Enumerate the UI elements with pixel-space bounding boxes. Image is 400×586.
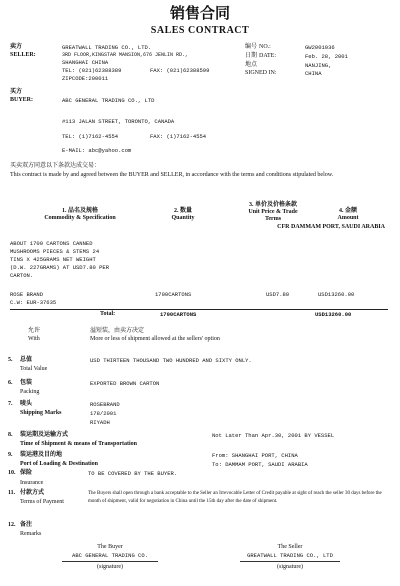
clause-7-label: Shipping Marks <box>20 410 62 416</box>
header-price-2: Terms <box>264 216 282 222</box>
header-amount-cn: 4. 金额 <box>338 208 357 214</box>
seller-address-2: SHANGHAI CHINA <box>62 59 109 66</box>
buyer-signature-line <box>62 561 158 562</box>
header-quantity-cn: 2. 数量 <box>173 208 192 214</box>
brand: ROSE BRAND <box>10 291 44 298</box>
clause-9-label-cn: 装运港及目的地 <box>20 452 63 458</box>
clause-12-label-cn: 备注 <box>20 522 33 528</box>
goods-line-3: TINS X 425GRAMS NET WEIGHT <box>10 256 96 263</box>
clause-7-num: 7. <box>8 401 13 407</box>
total-rule <box>10 309 388 310</box>
clause-5-num: 5. <box>8 357 13 363</box>
signed-place-1: NANJING, <box>305 62 332 69</box>
buyer-label-cn: 买方 <box>10 89 23 95</box>
title-cn: 销售合同 <box>169 6 230 22</box>
allow-label-cn: 允许 <box>28 328 41 334</box>
clause-11-label: Terms of Payment <box>20 499 64 505</box>
seller-signature: (signature) <box>277 564 303 570</box>
header-price-cn: 3. 单价及价格条款 <box>248 202 297 208</box>
clause-5-label-cn: 总值 <box>20 357 33 363</box>
signed-place-2: CHINA <box>305 70 322 77</box>
clause-7-value-3: RIYADH <box>90 419 110 426</box>
clause-5-label: Total Value <box>20 366 48 372</box>
amount-value: USD13260.00 <box>318 291 355 298</box>
clause-12-num: 12. <box>8 522 16 528</box>
buyer-label: BUYER: <box>10 97 34 103</box>
buyer-fax: FAX: (1)7162-4554 <box>150 133 207 140</box>
clause-11-num: 11. <box>8 490 16 496</box>
signed-label-cn: 地点 <box>245 62 258 68</box>
clause-8-value: Not Later Than Apr.30, 2001 BY VESSEL <box>212 432 335 439</box>
seller-signature-line <box>240 561 340 562</box>
header-quantity: Quantity <box>171 215 195 221</box>
clause-8-num: 8. <box>8 432 13 438</box>
clause-8-label-cn: 装运期及运输方式 <box>20 432 69 438</box>
allow-text: More or less of shipment allowed at the sellers' option <box>90 336 220 342</box>
contract-number: GW2001036 <box>305 44 335 51</box>
clause-10-label-cn: 保险 <box>20 470 33 476</box>
buyer-sign-label: The Buyer <box>97 544 123 550</box>
intro-en: This contract is made by and agreed between the BUYER and SELLER, in accordance with the terms and conditions stipulated below. <box>10 172 334 178</box>
header-amount: Amount <box>337 215 359 221</box>
allow-text-cn: 溢短装，由卖方决定 <box>90 328 145 334</box>
intro-cn: 买卖双方同意以下条款达成交易： <box>10 163 101 169</box>
clause-10-value: TO BE COVERED BY THE BUYER. <box>88 470 178 477</box>
goods-line-2: MUSHROOMS PIECES & STEMS 24 <box>10 248 100 255</box>
total-quantity: 1700CARTONS <box>160 311 197 318</box>
unit-price-value: USD7.80 <box>266 291 290 298</box>
signed-label: SIGNED IN: <box>245 70 277 76</box>
clause-9-label: Port of Loading & Destination <box>20 461 98 467</box>
header-commodity-cn: 1. 品名及规格 <box>61 208 98 214</box>
clause-6-num: 6. <box>8 380 13 386</box>
date-label: DATE: <box>259 53 276 59</box>
clause-9-value: From: SHANGHAI PORT, CHINA <box>212 452 298 459</box>
clause-8-label: Time of Shipment & means of Transportation <box>20 441 138 447</box>
clause-6-label-cn: 包装 <box>20 380 33 386</box>
seller-sign-name: GREATWALL TRADING CO., LTD <box>247 552 333 559</box>
clause-7-label-cn: 唛头 <box>20 401 33 407</box>
header-price-1: Unit Price & Trade <box>248 209 298 215</box>
quantity-value: 1700CARTONS <box>155 291 192 298</box>
clause-12-label: Remarks <box>20 531 42 537</box>
goods-line-5: CARTON. <box>10 272 34 279</box>
total-label: Total: <box>100 311 116 317</box>
date-label-cn: 日期 <box>245 53 258 59</box>
seller-tel: TEL: (021)62388389 <box>62 67 122 74</box>
buyer-email: E-MAIL: abc@yahoo.com <box>62 147 132 154</box>
seller-address-1: 3RD FLOOR,KINGSTAR MANSION,676 JENLIN RD., <box>62 52 189 58</box>
clause-6-value: EXPORTED BROWN CARTON <box>90 380 160 387</box>
buyer-sign-name: ABC GENERAL TRADING CO. <box>72 552 148 559</box>
clause-10-num: 10. <box>8 470 16 476</box>
clause-9-num: 9. <box>8 452 13 458</box>
clause-5-value: USD THIRTEEN THOUSAND TWO HUNDRED AND SIXTY ONLY. <box>90 357 252 364</box>
seller-name: GREATWALL TRADING CO., LTD. <box>62 44 152 51</box>
total-amount: USD13260.00 <box>315 311 352 318</box>
clause-7-value-2: 178/2001 <box>90 410 117 417</box>
no-label: NO.: <box>259 44 271 50</box>
seller-fax: FAX: (021)62388599 <box>150 67 210 74</box>
no-label-cn: 编号 <box>245 44 258 50</box>
seller-label-cn: 卖方 <box>10 44 23 50</box>
buyer-name: ABC GENERAL TRADING CO., LTD <box>62 97 155 104</box>
clause-9-value-2: To: DAMMAM PORT, SAUDI ARABIA <box>212 461 308 468</box>
goods-line-4: (D.W. 227GRAMS) AT USD7.80 PER <box>10 264 110 271</box>
allow-label: With <box>28 336 40 342</box>
buyer-signature: (signature) <box>97 564 123 570</box>
clause-7-value: ROSEBRAND <box>90 401 120 408</box>
contract-date: Feb. 28, 2001 <box>305 53 348 60</box>
header-commodity: Commodity & Specification <box>44 215 116 221</box>
seller-sign-label: The Seller <box>277 544 303 550</box>
seller-label: SELLER: <box>10 52 36 58</box>
clause-10-label: Insurance <box>20 480 44 486</box>
clause-11-value: The Buyers shall open through a bank acceptable to the Seller an Irrevocable Letter of Credit payable at sight of reach the seller 30 days before the month of shipment, valid for negotiation in China until the 15th day after the date of shipment. <box>88 491 382 504</box>
clause-11-label-cn: 付款方式 <box>20 490 45 496</box>
trade-terms: CFR DAMMAM PORT, SAUDI ARABIA <box>277 224 385 230</box>
buyer-address: #113 JALAN STREET, TORONTO, CANADA <box>62 118 175 125</box>
buyer-tel: TEL: (1)7162-4554 <box>62 133 119 140</box>
goods-line-1: ABOUT 1700 CARTONS CANNED <box>10 240 93 247</box>
cw-number: C.W: EUR-37635 <box>10 299 57 306</box>
clause-6-label: Packing <box>20 389 40 395</box>
seller-zip: ZIPCODE:200011 <box>62 75 109 82</box>
title-en: SALES CONTRACT <box>150 25 250 36</box>
